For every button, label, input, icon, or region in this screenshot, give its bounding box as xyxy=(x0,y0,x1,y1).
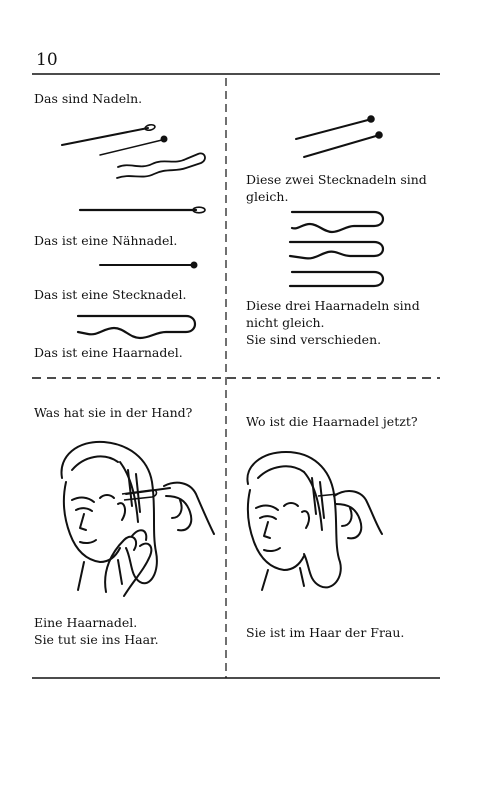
answer-line-2: Sie tut sie ins Haar. xyxy=(34,632,159,647)
heading-nadeln: Das sind Nadeln. xyxy=(34,91,143,106)
answer-line-1: Eine Haarnadel. xyxy=(34,615,138,630)
label-naehnadel: Das ist eine Nähnadel. xyxy=(34,233,178,248)
answer-where: Sie ist im Haar der Frau. xyxy=(246,625,405,640)
label-stecknadel: Das ist eine Stecknadel. xyxy=(34,287,187,302)
hairpins-text-line-2: nicht gleich. xyxy=(246,315,325,330)
question-hand: Was hat sie in der Hand? xyxy=(34,405,193,420)
question-where: Wo ist die Haarnadel jetzt? xyxy=(246,414,418,429)
page-number: 10 xyxy=(36,50,58,70)
label-haarnadel: Das ist eine Haarnadel. xyxy=(34,345,183,360)
pins-text-line-2: gleich. xyxy=(246,189,289,204)
pins-text-line-1: Diese zwei Stecknadeln sind xyxy=(246,172,427,187)
hairpins-text-line-3: Sie sind verschieden. xyxy=(246,332,382,347)
hairpins-text-line-1: Diese drei Haarnadeln sind xyxy=(246,298,420,313)
